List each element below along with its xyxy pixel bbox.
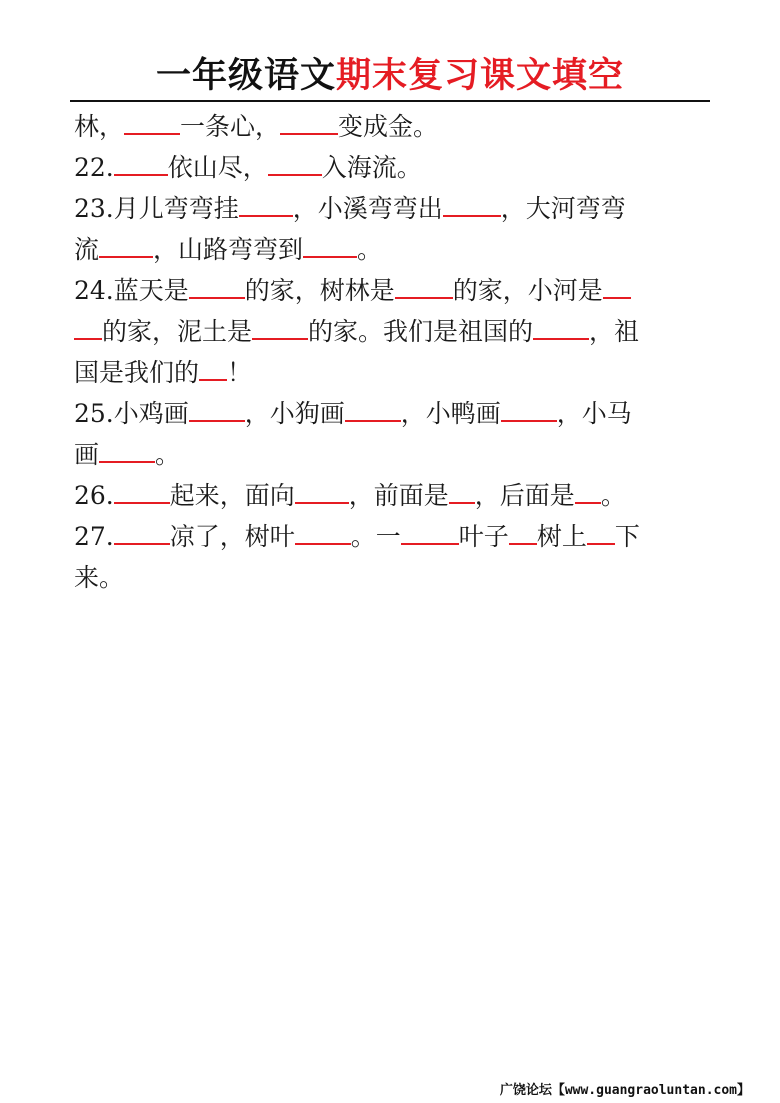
fill-blank[interactable]: [401, 523, 459, 545]
text-segment: ，后面是: [474, 481, 575, 510]
fill-blank[interactable]: [509, 523, 537, 545]
exercise-line: [74, 434, 714, 475]
text-segment: 画: [74, 440, 100, 469]
fill-blank[interactable]: [533, 318, 589, 340]
question-text: 23.月儿弯弯挂: [74, 194, 239, 223]
text-segment: 。: [155, 440, 181, 469]
fill-blank[interactable]: [114, 523, 170, 545]
text-segment: ，小鸭画: [400, 399, 501, 428]
title-black-part: 一年级语文: [155, 56, 336, 96]
fill-blank[interactable]: [603, 277, 631, 299]
fill-blank[interactable]: [395, 277, 453, 299]
text-segment: 树上: [536, 522, 587, 551]
text-segment: 的家，小河是: [452, 276, 603, 305]
text-segment: 依山尽，: [167, 153, 268, 182]
text-segment: 流: [74, 235, 100, 264]
exercise-line: [74, 188, 714, 229]
text-segment: 。: [357, 235, 383, 264]
text-segment: 凉了，树叶: [169, 522, 295, 551]
fill-blank[interactable]: [443, 195, 501, 217]
fill-blank[interactable]: [114, 482, 170, 504]
text-segment: 变成金。: [338, 112, 439, 141]
exercise-content: [74, 106, 714, 598]
text-segment: 起来，面向: [169, 481, 295, 510]
text-segment: 的家，树林是: [244, 276, 395, 305]
exercise-line: [74, 393, 714, 434]
fill-blank[interactable]: [295, 482, 349, 504]
exercise-line: [74, 270, 714, 311]
exercise-line: [74, 516, 714, 557]
text-segment: ，祖: [589, 317, 640, 346]
text-segment: 。: [600, 481, 626, 510]
text-segment: 叶子: [458, 522, 509, 551]
text-segment: ！: [227, 358, 253, 387]
fill-blank[interactable]: [99, 236, 153, 258]
page-title: [70, 52, 710, 100]
exercise-line: [74, 147, 714, 188]
fill-blank[interactable]: [268, 154, 322, 176]
exercise-line: [74, 106, 714, 147]
fill-blank[interactable]: [575, 482, 601, 504]
question-text: 26.: [74, 481, 114, 510]
fill-blank[interactable]: [189, 400, 245, 422]
text-segment: ，小狗画: [244, 399, 345, 428]
title-divider: [70, 100, 710, 102]
text-segment: 国是我们的: [74, 358, 200, 387]
text-segment: 一条心，: [180, 112, 281, 141]
question-text: 22.: [74, 153, 114, 182]
fill-blank[interactable]: [252, 318, 308, 340]
fill-blank[interactable]: [189, 277, 245, 299]
footer-watermark: 广饶论坛【www.guangraoluntan.com】: [499, 1083, 750, 1098]
fill-blank[interactable]: [449, 482, 475, 504]
fill-blank[interactable]: [74, 318, 102, 340]
exercise-line: [74, 311, 714, 352]
fill-blank[interactable]: [587, 523, 615, 545]
text-segment: 下: [614, 522, 640, 551]
text-segment: 的家，泥土是: [102, 317, 253, 346]
fill-blank[interactable]: [303, 236, 357, 258]
text-segment: 来。: [74, 563, 125, 592]
fill-blank[interactable]: [114, 154, 168, 176]
text-segment: ，山路弯弯到: [153, 235, 304, 264]
exercise-line: [74, 475, 714, 516]
text-segment: 。一: [350, 522, 401, 551]
title-red-part: 期末复习课文填空: [336, 56, 625, 96]
exercise-line: [74, 557, 714, 598]
fill-blank[interactable]: [501, 400, 557, 422]
fill-blank[interactable]: [199, 359, 227, 381]
text-segment: ，前面是: [348, 481, 449, 510]
question-text: 24.蓝天是: [74, 276, 189, 305]
text-segment: 林，: [74, 112, 125, 141]
question-text: 25.小鸡画: [74, 399, 189, 428]
text-segment: ，小马: [556, 399, 632, 428]
fill-blank[interactable]: [345, 400, 401, 422]
exercise-line: [74, 229, 714, 270]
text-segment: ，大河弯弯: [500, 194, 626, 223]
exercise-line: [74, 352, 714, 393]
fill-blank[interactable]: [239, 195, 293, 217]
text-segment: ，小溪弯弯出: [292, 194, 443, 223]
fill-blank[interactable]: [124, 113, 180, 135]
question-text: 27.: [74, 522, 114, 551]
fill-blank[interactable]: [295, 523, 351, 545]
text-segment: 入海流。: [321, 153, 422, 182]
fill-blank[interactable]: [99, 441, 155, 463]
text-segment: 的家。我们是祖国的: [308, 317, 534, 346]
fill-blank[interactable]: [280, 113, 338, 135]
